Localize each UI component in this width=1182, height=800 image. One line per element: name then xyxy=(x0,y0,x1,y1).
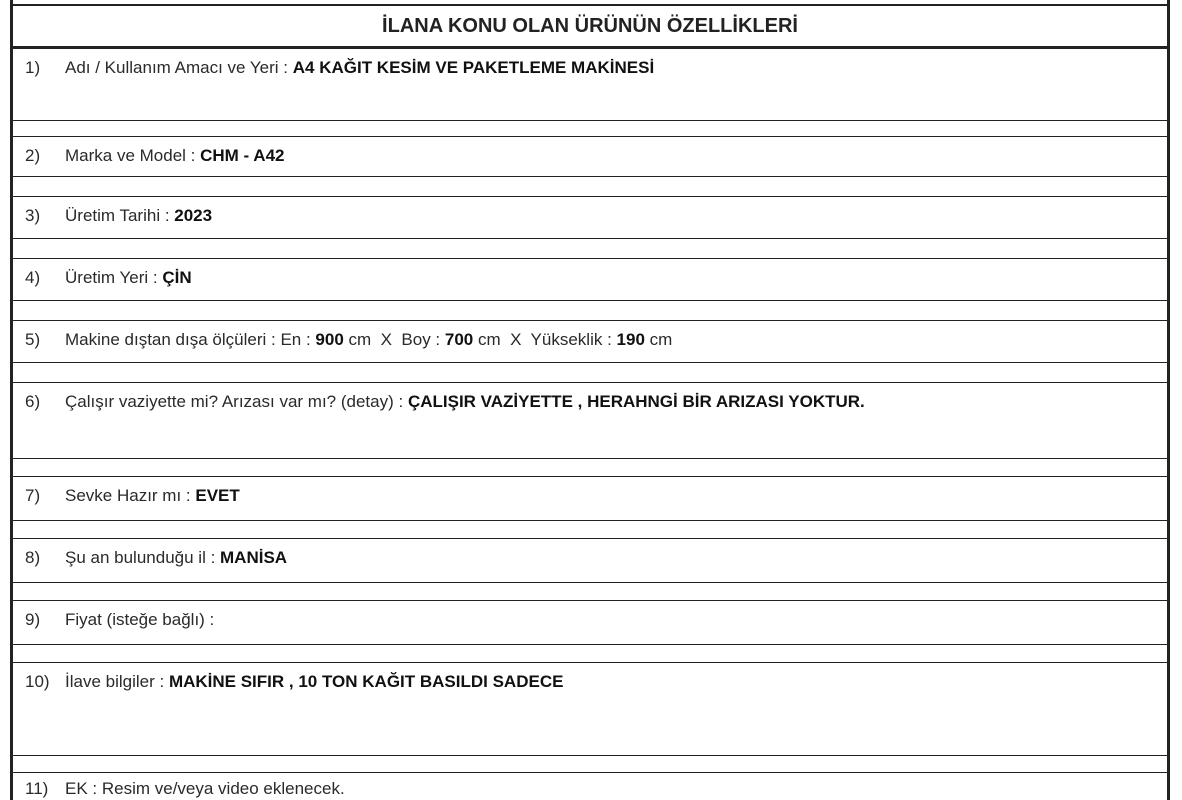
unit-text: cm X Yükseklik : xyxy=(473,330,617,349)
spec-form xyxy=(10,0,1170,800)
divider xyxy=(13,300,1167,301)
unit-text: cm X Boy : xyxy=(343,330,445,349)
form-row-production-place xyxy=(13,258,1167,300)
divider xyxy=(13,238,1167,239)
row-number: 6) xyxy=(25,392,41,411)
form-row-dimensions xyxy=(13,320,1167,362)
row-number: 1) xyxy=(25,58,41,77)
row-value: ÇİN xyxy=(162,268,192,287)
divider xyxy=(13,582,1167,583)
row-number: 8) xyxy=(25,548,41,567)
row-number: 7) xyxy=(25,486,41,505)
row-number: 4) xyxy=(25,268,41,287)
height-value: 190 xyxy=(616,330,645,349)
unit-text: cm xyxy=(644,330,673,349)
row-label: Makine dıştan dışa ölçüleri : En : xyxy=(65,330,316,349)
divider xyxy=(13,458,1167,459)
divider xyxy=(13,644,1167,645)
row-value: MAKİNE SIFIR , 10 TON KAĞIT BASILDI SADECE xyxy=(168,672,564,691)
row-value: 2023 xyxy=(174,206,213,225)
divider xyxy=(13,520,1167,521)
row-label: Üretim Yeri : xyxy=(65,268,163,287)
form-row-ready-to-ship xyxy=(13,476,1167,518)
row-value: A4 KAĞIT KESİM VE PAKETLEME MAKİNESİ xyxy=(292,58,655,77)
row-label: Çalışır vaziyette mi? Arızası var mı? (detay) : xyxy=(65,392,408,411)
row-label: Üretim Tarihi : xyxy=(65,206,175,225)
divider xyxy=(13,362,1167,363)
form-row-attachment xyxy=(13,772,1167,800)
row-value: EVET xyxy=(195,486,240,505)
divider xyxy=(13,120,1167,121)
form-row-name xyxy=(13,48,1167,114)
row-label: Adı / Kullanım Amacı ve Yeri : xyxy=(65,58,293,77)
divider xyxy=(13,755,1167,756)
row-label: Marka ve Model : xyxy=(65,146,201,165)
form-row-production-date xyxy=(13,196,1167,238)
row-value: MANİSA xyxy=(220,548,288,567)
row-label: Fiyat (isteğe bağlı) : xyxy=(65,610,215,629)
length-value: 700 xyxy=(444,330,474,349)
row-number: 5) xyxy=(25,330,41,349)
width-value: 900 xyxy=(315,330,344,349)
row-label: İlave bilgiler : xyxy=(65,672,169,691)
row-label: Şu an bulunduğu il : xyxy=(65,548,221,567)
row-number: 11) xyxy=(25,779,49,798)
form-title: İLANA KONU OLAN ÜRÜNÜN ÖZELLİKLERİ xyxy=(13,4,1167,48)
form-row-condition xyxy=(13,382,1167,454)
form-row-brand-model xyxy=(13,136,1167,176)
row-number: 9) xyxy=(25,610,41,629)
form-row-extra-info xyxy=(13,662,1167,752)
row-value: ÇALIŞIR VAZİYETTE , HERAHNGİ BİR ARIZASI YOKTUR. xyxy=(407,392,865,411)
divider xyxy=(13,176,1167,177)
row-number: 10) xyxy=(25,672,50,691)
row-value: CHM - A42 xyxy=(200,146,285,165)
form-row-location xyxy=(13,538,1167,580)
row-number: 3) xyxy=(25,206,41,225)
row-label: EK : Resim ve/veya video eklenecek. xyxy=(65,779,345,798)
row-label: Sevke Hazır mı : xyxy=(65,486,196,505)
row-number: 2) xyxy=(25,146,41,165)
form-row-price xyxy=(13,600,1167,642)
